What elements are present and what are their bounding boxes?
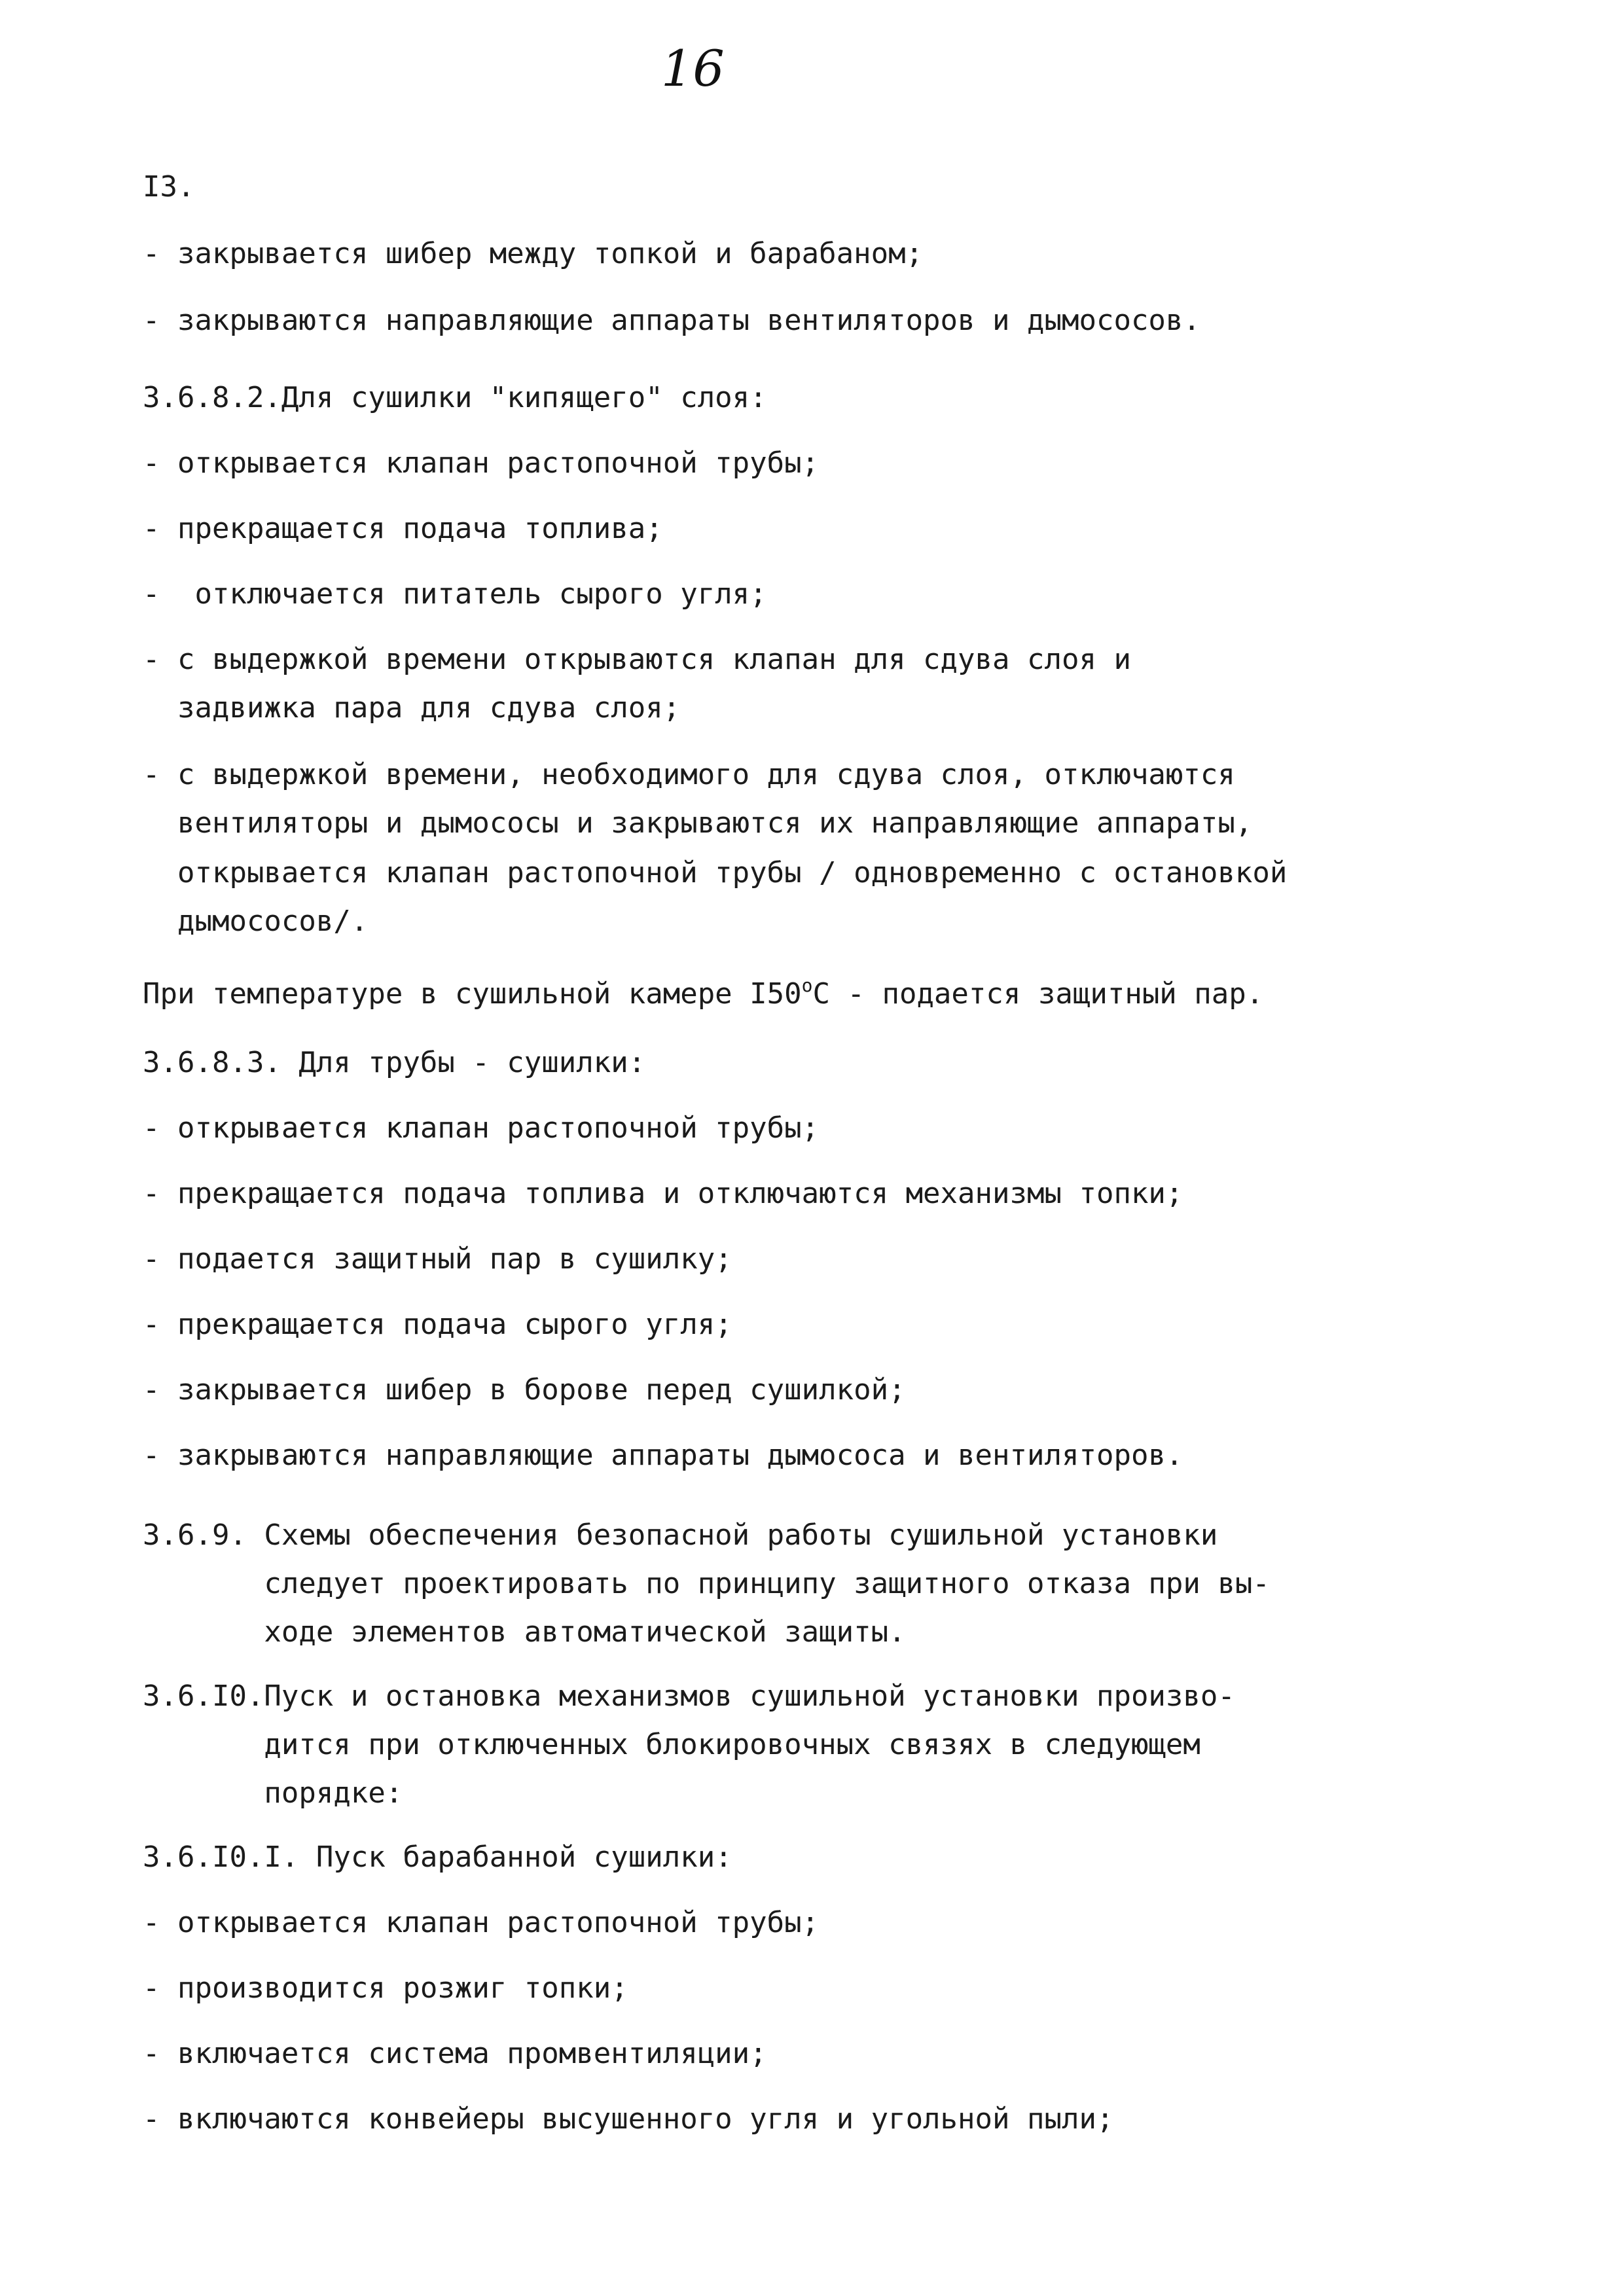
paragraph-temperature xyxy=(143,967,1263,1013)
section-heading: 3.6.8.3. Для трубы - сушилки: xyxy=(143,1046,646,1079)
list-item: - прекращается подача сырого угля; xyxy=(143,1308,732,1341)
list-item: - закрывается шибер в борове перед сушилкой; xyxy=(143,1373,906,1407)
section-heading: 3.6.I0.I. Пуск барабанной сушилки: xyxy=(143,1840,732,1874)
list-item-continuation: задвижка пара для сдува слоя; xyxy=(143,691,681,725)
clause-continuation: ходе элементов автоматической защиты. xyxy=(143,1615,906,1649)
clause-3-6-9: 3.6.9. Схемы обеспечения безопасной работы сушильной установки xyxy=(143,1518,1218,1552)
list-item-continuation: открывается клапан растопочной трубы / одновременно с остановкой xyxy=(143,856,1288,889)
page-number: 16 xyxy=(661,39,725,98)
list-item: - открывается клапан растопочной трубы; xyxy=(143,1111,820,1145)
list-item: - производится розжиг топки; xyxy=(143,1971,628,2005)
list-item-continuation: дымососов/. xyxy=(143,905,369,938)
degree-superscript: о xyxy=(801,975,813,996)
list-item-continuation: вентиляторы и дымососы и закрываются их направляющие аппараты, xyxy=(143,806,1253,840)
list-item: - прекращается подача топлива и отключаются механизмы топки; xyxy=(143,1177,1183,1210)
clause-continuation: следует проектировать по принципу защитного отказа при вы- xyxy=(143,1567,1270,1600)
list-item: - закрывается шибер между топкой и барабаном; xyxy=(143,237,924,270)
paragraph-text: При температуре в сушильной камере I50 xyxy=(143,977,802,1011)
list-item: - закрываются направляющие аппараты дымососа и вентиляторов. xyxy=(143,1439,1183,1472)
paragraph-text-end: С - подается защитный пар. xyxy=(812,977,1264,1011)
list-item: - прекращается подача топлива; xyxy=(143,512,663,545)
clause-continuation: дится при отключенных блокировочных связях в следующем xyxy=(143,1728,1200,1761)
list-item: - открывается клапан растопочной трубы; xyxy=(143,1906,820,1939)
list-item: - включаются конвейеры высушенного угля и угольной пыли; xyxy=(143,2102,1114,2136)
list-item: - закрываются направляющие аппараты вентиляторов и дымососов. xyxy=(143,304,1200,337)
section-heading: 3.6.8.2.Для сушилки "кипящего" слоя: xyxy=(143,381,767,414)
list-item: - отключается питатель сырого угля; xyxy=(143,577,767,611)
clause-3-6-10: 3.6.I0.Пуск и остановка механизмов сушильной установки произво- xyxy=(143,1679,1235,1713)
list-item: - открывается клапан растопочной трубы; xyxy=(143,446,820,480)
clause-continuation: порядке: xyxy=(143,1776,403,1810)
list-item: - с выдержкой времени открываются клапан для сдува слоя и xyxy=(143,643,1131,676)
continuation-item-number: I3. xyxy=(143,170,195,204)
list-item: - с выдержкой времени, необходимого для сдува слоя, отключаются xyxy=(143,758,1235,791)
list-item: - включается система промвентиляции; xyxy=(143,2037,767,2070)
list-item: - подается защитный пар в сушилку; xyxy=(143,1242,732,1276)
